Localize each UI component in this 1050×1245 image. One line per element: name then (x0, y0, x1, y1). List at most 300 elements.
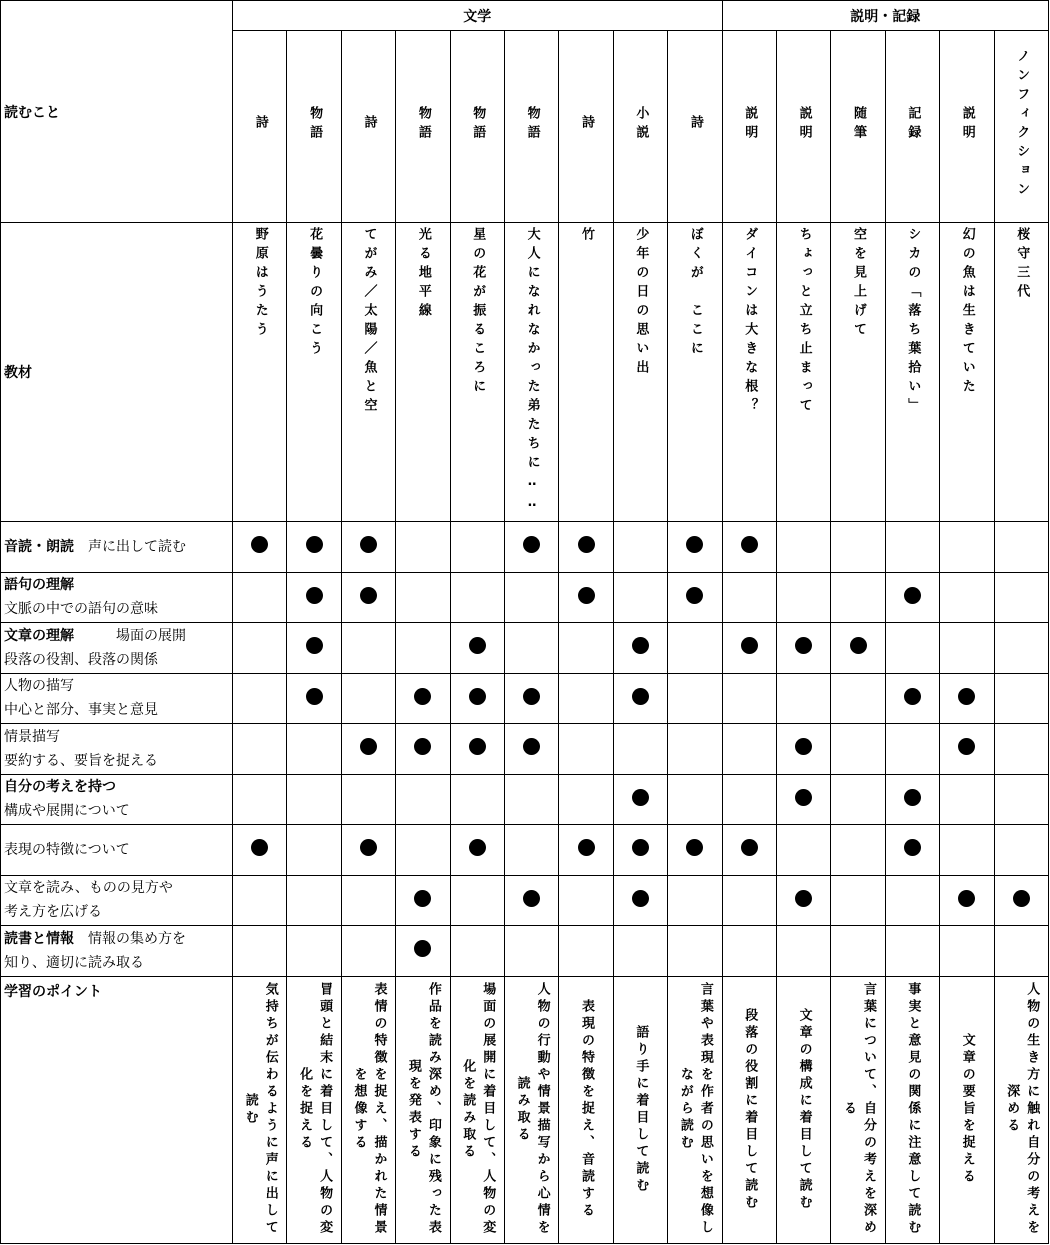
mark-cell (504, 875, 558, 926)
mark-cell (341, 572, 395, 623)
mark-dot (523, 890, 540, 907)
mark-cell (233, 875, 287, 926)
skill-row (1, 774, 1049, 825)
mark-cell (831, 724, 885, 775)
mark-cell (287, 825, 341, 876)
mark-dot (958, 890, 975, 907)
mark-dot (795, 890, 812, 907)
mark-cell (994, 774, 1048, 825)
mark-cell (722, 724, 776, 775)
material-title: てがみ／太陽／魚と空 (361, 227, 377, 417)
mark-dot (360, 536, 377, 553)
mark-dot (632, 839, 649, 856)
material-title: 光る地平線 (415, 227, 431, 322)
mark-cell (341, 926, 395, 977)
mark-cell (341, 724, 395, 775)
mark-cell (341, 623, 395, 674)
mark-cell (559, 875, 613, 926)
material-label-cell (1, 223, 233, 522)
mark-cell (287, 673, 341, 724)
mark-cell (233, 724, 287, 775)
mark-cell (559, 926, 613, 977)
skill-label-cell (1, 825, 233, 876)
mark-cell (940, 926, 994, 977)
skill-label-line2: 要約する、要旨を捉える (4, 752, 158, 769)
mark-cell (396, 926, 450, 977)
mark-dot (741, 637, 758, 654)
genre-label: ノンフィクション (1014, 48, 1030, 201)
skill-label-line2: 構成や展開について (4, 803, 130, 820)
skill-label-bold: 自分の考えを持つ (4, 779, 116, 796)
mark-cell (885, 522, 939, 573)
mark-cell (233, 572, 287, 623)
point-text: 事実と意見の関係に注意して読む (905, 982, 921, 1237)
mark-dot (523, 688, 540, 705)
mark-cell (450, 825, 504, 876)
mark-cell (722, 572, 776, 623)
mark-dot (686, 536, 703, 553)
mark-cell (287, 724, 341, 775)
point-cell (613, 976, 667, 1243)
mark-cell (722, 825, 776, 876)
material-title: 桜守三代 (1014, 227, 1030, 303)
genre-header-cell (613, 31, 667, 223)
mark-dot (578, 536, 595, 553)
points-label: 学習のポイント (4, 983, 102, 1000)
genre-header-cell (504, 31, 558, 223)
point-text: 冒頭と結末に着目して、人物の変化を捉える (297, 982, 333, 1237)
point-text: 段落の役割に着目して読む (742, 1007, 758, 1212)
mark-cell (940, 522, 994, 573)
mark-cell (559, 623, 613, 674)
mark-dot (414, 688, 431, 705)
mark-cell (504, 673, 558, 724)
mark-cell (341, 825, 395, 876)
mark-cell (450, 522, 504, 573)
genre-label: 物語 (470, 105, 486, 144)
skill-label-normal: 場面の展開 (74, 627, 186, 644)
mark-cell (776, 623, 830, 674)
point-cell (668, 976, 722, 1243)
material-cell (776, 223, 830, 522)
mark-cell (885, 724, 939, 775)
mark-cell (885, 774, 939, 825)
material-title: 花曇りの向こう (307, 227, 323, 360)
skill-row (1, 825, 1049, 876)
genre-label: 説明 (742, 105, 758, 144)
mark-dot (360, 839, 377, 856)
material-cell (341, 223, 395, 522)
corner-label: 読むこと (4, 104, 60, 121)
mark-cell (994, 572, 1048, 623)
skill-row (1, 926, 1049, 977)
material-title: ぼくが ここに (687, 227, 703, 360)
mark-cell (776, 825, 830, 876)
mark-dot (251, 536, 268, 553)
mark-cell (396, 875, 450, 926)
mark-dot (686, 839, 703, 856)
mark-cell (396, 825, 450, 876)
mark-cell (504, 572, 558, 623)
point-text: 表情の特徴を捉え、描かれた情景を想像する (351, 982, 387, 1237)
genre-header-cell (450, 31, 504, 223)
point-text: 表現の特徴を捉え、音読する (579, 999, 595, 1220)
point-text: 気持ちが伝わるように声に出して読む (242, 982, 278, 1237)
mark-cell (831, 825, 885, 876)
material-cell (450, 223, 504, 522)
mark-dot (306, 536, 323, 553)
skill-label-normal: 文章を読み、ものの見方や (4, 880, 173, 897)
mark-dot (360, 587, 377, 604)
mark-dot (414, 890, 431, 907)
mark-cell (994, 724, 1048, 775)
mark-dot (958, 738, 975, 755)
mark-cell (831, 926, 885, 977)
mark-dot (632, 688, 649, 705)
skill-label-cell (1, 522, 233, 573)
skill-label-line1 (4, 876, 232, 900)
genre-label: 詩 (687, 115, 703, 134)
point-text: 文章の要旨を捉える (959, 1033, 975, 1186)
point-cell (776, 976, 830, 1243)
mark-cell (613, 926, 667, 977)
group-header-row (1, 1, 1049, 31)
point-cell (450, 976, 504, 1243)
mark-cell (613, 572, 667, 623)
material-title: 竹 (579, 227, 595, 246)
mark-cell (994, 926, 1048, 977)
mark-cell (722, 926, 776, 977)
skill-row (1, 572, 1049, 623)
mark-dot (632, 637, 649, 654)
genre-label: 説明 (796, 105, 812, 144)
mark-cell (287, 875, 341, 926)
genre-label: 詩 (361, 115, 377, 134)
mark-cell (559, 774, 613, 825)
point-cell (396, 976, 450, 1243)
point-cell (994, 976, 1048, 1243)
mark-cell (341, 673, 395, 724)
mark-dot (469, 637, 486, 654)
mark-cell (613, 875, 667, 926)
mark-dot (306, 688, 323, 705)
point-text: 言葉について、自分の考えを深める (841, 982, 877, 1237)
point-text: 作品を読み深め、印象に残った表現を発表する (405, 982, 441, 1237)
mark-dot (469, 839, 486, 856)
mark-cell (668, 673, 722, 724)
mark-cell (559, 522, 613, 573)
group-literature: 文学 (233, 1, 723, 31)
skill-label-cell (1, 875, 233, 926)
genre-label: 随筆 (851, 105, 867, 144)
skill-row (1, 623, 1049, 674)
mark-dot (904, 587, 921, 604)
skill-label-normal: 表現の特徴について (4, 841, 130, 858)
material-title: シカの「落ち葉拾い」 (905, 227, 921, 417)
genre-label: 物語 (307, 105, 323, 144)
points-label-cell (1, 976, 233, 1243)
mark-cell (396, 572, 450, 623)
skill-label-cell (1, 724, 233, 775)
mark-cell (940, 572, 994, 623)
genre-header-cell (559, 31, 613, 223)
skill-label-line1 (4, 674, 232, 698)
material-title: 野原はうたう (252, 227, 268, 341)
material-title: 星の花が振るころに (470, 227, 486, 398)
mark-cell (613, 825, 667, 876)
skill-label-cell (1, 926, 233, 977)
mark-cell (776, 875, 830, 926)
mark-cell (233, 774, 287, 825)
point-cell (559, 976, 613, 1243)
mark-cell (559, 724, 613, 775)
genre-header-cell (776, 31, 830, 223)
genre-header-cell (341, 31, 395, 223)
mark-dot (251, 839, 268, 856)
genre-header-cell (396, 31, 450, 223)
mark-cell (668, 825, 722, 876)
genre-label: 記録 (905, 105, 921, 144)
mark-cell (613, 623, 667, 674)
skill-label-line2: 段落の役割、段落の関係 (4, 651, 158, 668)
mark-cell (831, 673, 885, 724)
mark-cell (287, 572, 341, 623)
genre-header-cell (994, 31, 1048, 223)
mark-cell (776, 724, 830, 775)
mark-cell (613, 774, 667, 825)
material-row (1, 223, 1049, 522)
mark-dot (741, 839, 758, 856)
mark-cell (940, 875, 994, 926)
mark-cell (940, 673, 994, 724)
mark-dot (1013, 890, 1030, 907)
mark-cell (668, 572, 722, 623)
genre-label: 説明 (959, 105, 975, 144)
mark-cell (831, 875, 885, 926)
mark-cell (885, 825, 939, 876)
mark-cell (504, 926, 558, 977)
genre-header-cell (668, 31, 722, 223)
mark-cell (722, 522, 776, 573)
group-explanation: 説明・記録 (722, 1, 1048, 31)
mark-cell (776, 926, 830, 977)
mark-cell (994, 825, 1048, 876)
mark-dot (850, 637, 867, 654)
genre-label: 詩 (252, 115, 268, 134)
skill-row (1, 724, 1049, 775)
mark-dot (306, 587, 323, 604)
point-cell (504, 976, 558, 1243)
mark-cell (994, 875, 1048, 926)
material-title: 幻の魚は生きていた (959, 227, 975, 398)
skill-label-bold: 語句の理解 (4, 577, 74, 594)
mark-cell (287, 774, 341, 825)
point-cell (287, 976, 341, 1243)
mark-dot (904, 688, 921, 705)
mark-cell (233, 673, 287, 724)
mark-dot (306, 637, 323, 654)
mark-cell (668, 875, 722, 926)
mark-cell (396, 623, 450, 674)
mark-cell (233, 623, 287, 674)
mark-cell (994, 623, 1048, 674)
point-cell (885, 976, 939, 1243)
mark-cell (885, 673, 939, 724)
material-cell (831, 223, 885, 522)
mark-cell (668, 926, 722, 977)
mark-cell (287, 926, 341, 977)
skill-label-line1 (4, 725, 232, 749)
mark-cell (396, 673, 450, 724)
skill-label-line1 (4, 775, 232, 799)
mark-cell (722, 875, 776, 926)
point-text: 人物の行動や情景描写から心情を読み取る (514, 982, 550, 1237)
mark-cell (341, 522, 395, 573)
material-title: ちょっと立ち止まって (796, 227, 812, 417)
mark-cell (722, 623, 776, 674)
mark-dot (904, 789, 921, 806)
corner-label-cell (1, 1, 233, 223)
point-cell (940, 976, 994, 1243)
mark-cell (450, 774, 504, 825)
skill-label-line1 (4, 535, 232, 559)
genre-header-cell (287, 31, 341, 223)
mark-cell (559, 825, 613, 876)
mark-cell (831, 572, 885, 623)
mark-cell (559, 673, 613, 724)
genre-header-cell (233, 31, 287, 223)
mark-dot (741, 536, 758, 553)
point-text: 語り手に着目して読む (633, 1024, 649, 1195)
genre-label: 小説 (633, 105, 649, 144)
skill-row (1, 673, 1049, 724)
material-label: 教材 (4, 365, 32, 381)
mark-dot (414, 738, 431, 755)
mark-cell (776, 572, 830, 623)
material-cell (668, 223, 722, 522)
mark-cell (994, 522, 1048, 573)
point-text: 言葉や表現を作者の思いを想像しながら読む (677, 982, 713, 1237)
mark-cell (940, 774, 994, 825)
skill-label-normal: 人物の描写 (4, 678, 74, 695)
mark-cell (341, 875, 395, 926)
mark-dot (523, 738, 540, 755)
material-cell (287, 223, 341, 522)
mark-cell (233, 522, 287, 573)
skill-label-bold: 文章の理解 (4, 627, 74, 644)
mark-dot (795, 637, 812, 654)
mark-cell (613, 522, 667, 573)
mark-cell (396, 724, 450, 775)
material-cell (885, 223, 939, 522)
mark-cell (722, 774, 776, 825)
point-text: 場面の展開に着目して、人物の変化を読み取る (460, 982, 496, 1237)
point-cell (831, 976, 885, 1243)
mark-dot (523, 536, 540, 553)
mark-dot (578, 839, 595, 856)
mark-cell (776, 522, 830, 573)
material-title: 大人になれなかった弟たちに‥‥ (524, 227, 540, 516)
skill-label-cell (1, 673, 233, 724)
mark-dot (469, 688, 486, 705)
material-cell (396, 223, 450, 522)
mark-cell (450, 572, 504, 623)
genre-header-cell (722, 31, 776, 223)
point-text: 文章の構成に着目して読む (796, 1007, 812, 1212)
material-title: 少年の日の思い出 (633, 227, 649, 379)
skill-label-line1 (4, 573, 232, 597)
material-title: ダイコンは大きな根？ (742, 227, 758, 417)
material-cell (994, 223, 1048, 522)
skill-label-normal: 情報の集め方を (74, 930, 186, 947)
mark-dot (904, 839, 921, 856)
mark-cell (613, 673, 667, 724)
skill-label-line1 (4, 624, 232, 648)
mark-cell (504, 522, 558, 573)
point-cell (341, 976, 395, 1243)
mark-cell (450, 623, 504, 674)
skill-label-line2: 考え方を広げる (4, 904, 102, 921)
genre-label: 物語 (524, 105, 540, 144)
mark-cell (885, 572, 939, 623)
skill-label-bold: 読書と情報 (4, 930, 74, 947)
mark-cell (668, 623, 722, 674)
skill-label-line1 (4, 927, 232, 951)
skill-row (1, 522, 1049, 573)
material-cell (504, 223, 558, 522)
mark-cell (504, 724, 558, 775)
mark-cell (668, 724, 722, 775)
point-cell (722, 976, 776, 1243)
mark-cell (504, 825, 558, 876)
skill-label-line2: 中心と部分、事実と意見 (4, 702, 158, 719)
mark-cell (776, 774, 830, 825)
mark-cell (940, 724, 994, 775)
skill-label-line2: 文脈の中での語句の意味 (4, 601, 158, 618)
mark-dot (686, 587, 703, 604)
mark-cell (287, 522, 341, 573)
genre-label: 詩 (579, 115, 595, 134)
material-cell (722, 223, 776, 522)
mark-cell (940, 623, 994, 674)
genre-header-cell (831, 31, 885, 223)
mark-dot (795, 738, 812, 755)
mark-cell (668, 774, 722, 825)
point-cell (233, 976, 287, 1243)
skill-label-normal: 情景描写 (4, 728, 60, 745)
mark-cell (504, 623, 558, 674)
mark-cell (504, 774, 558, 825)
mark-cell (450, 673, 504, 724)
mark-dot (414, 940, 431, 957)
mark-dot (360, 738, 377, 755)
genre-label: 物語 (415, 105, 431, 144)
genre-header-cell (885, 31, 939, 223)
mark-dot (578, 587, 595, 604)
mark-cell (233, 926, 287, 977)
skill-label-cell (1, 623, 233, 674)
skill-label-line1 (4, 838, 232, 862)
mark-cell (885, 623, 939, 674)
skill-label-normal: 声に出して読む (74, 538, 186, 555)
points-row (1, 976, 1049, 1243)
mark-cell (450, 875, 504, 926)
mark-cell (287, 623, 341, 674)
mark-cell (668, 522, 722, 573)
mark-cell (885, 926, 939, 977)
mark-cell (940, 825, 994, 876)
mark-dot (632, 890, 649, 907)
